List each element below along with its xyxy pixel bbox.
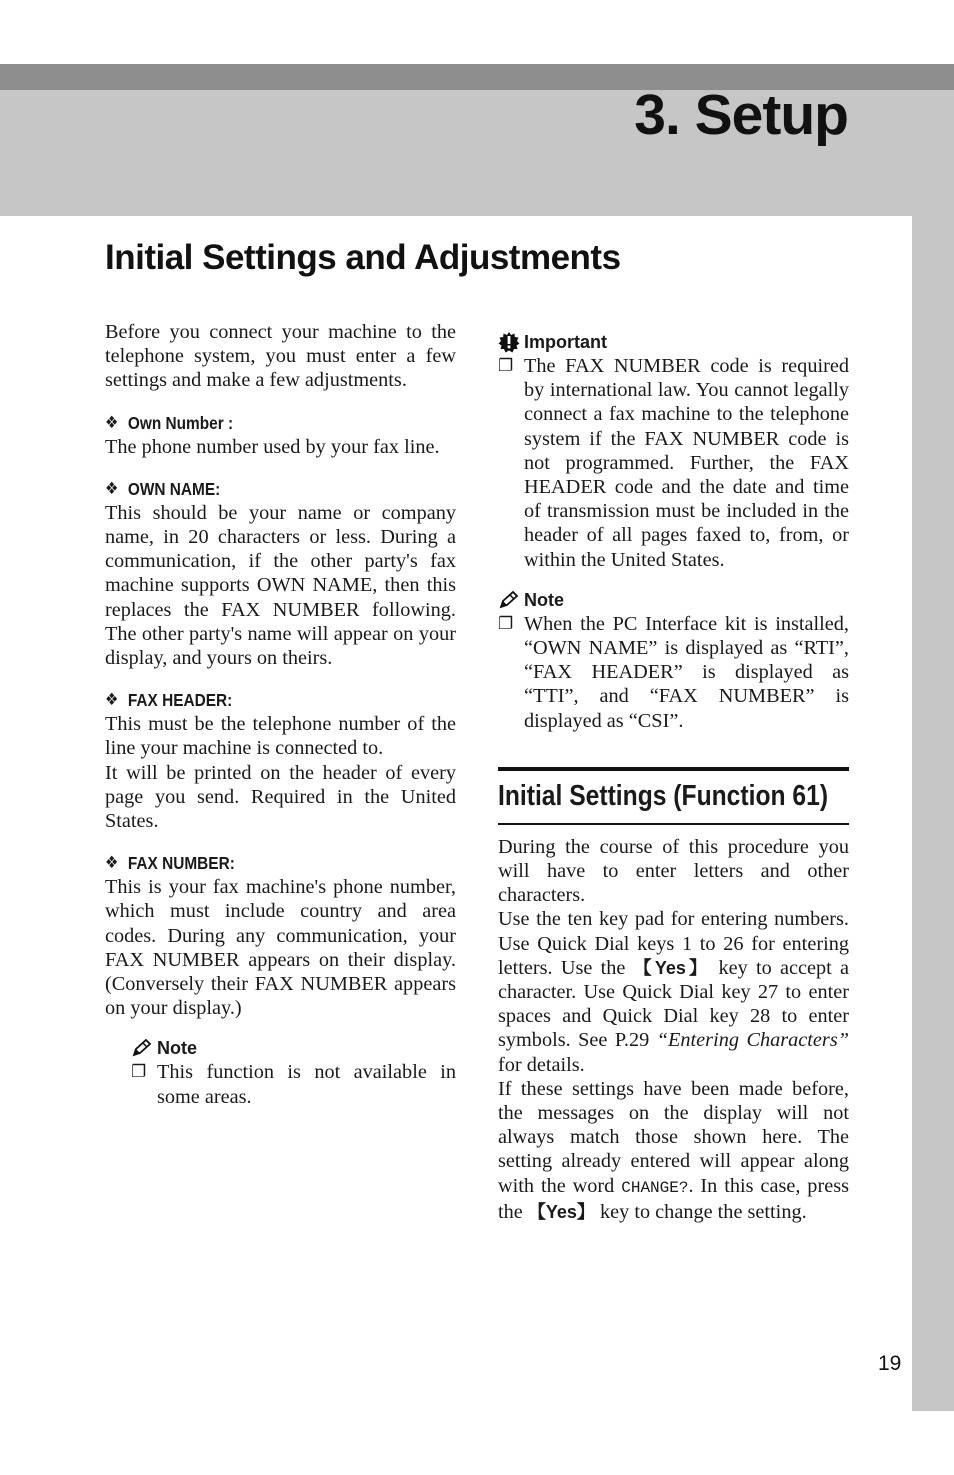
- important-text: The FAX NUMBER code is required by international law. You cannot legally connect a fax machine to the telephone system if the FAX NUMBER code is not programmed. Further, the FAX HEADER code and the date and time of transmission must be included in the header of all pages faxed to, from, or within the United States.: [524, 355, 849, 571]
- right-note: [498, 588, 849, 733]
- definition-term: Own Number :: [127, 412, 234, 433]
- definition-fax-number: [105, 851, 456, 1020]
- checkbox-bullet-icon: ❐: [498, 356, 514, 375]
- chapter-title: 3. Setup: [634, 83, 848, 147]
- checkbox-bullet-icon: ❐: [131, 1062, 147, 1082]
- section-title: Initial Settings and Adjustments: [105, 238, 621, 277]
- text-run: key to change the setting.: [594, 1200, 807, 1223]
- definition-term: FAX HEADER:: [127, 690, 233, 711]
- note-heading: Note: [524, 589, 564, 610]
- subsection-paragraph-1: During the course of this procedure you will have to enter letters and other characters.: [498, 835, 849, 907]
- definition-body: The phone number used by your fax line.: [105, 435, 440, 458]
- definition-body: This should be your name or company name, in 20 characters or less. During a communication, if the other party's fax machine supports OWN NAME, then this replaces the FAX NUMBER following. The other party's name will appear on your display, and yours on theirs.: [105, 501, 456, 670]
- diamond-bullet-icon: ❖: [105, 853, 119, 873]
- text-run: key to accept a character. Use Quick Dial key 27 to enter spaces and Quick Dial key 28 to enter symbols. See P.29: [498, 956, 849, 1052]
- note-item: [131, 1060, 456, 1108]
- important-icon: [498, 331, 520, 353]
- definition-body-continued: It will be printed on the header of every page you send. Required in the United States.: [105, 761, 456, 833]
- important-item: [498, 354, 849, 572]
- note-heading: Note: [157, 1038, 197, 1059]
- left-column: [105, 320, 456, 1109]
- checkbox-bullet-icon: ❐: [498, 613, 514, 633]
- diamond-bullet-icon: ❖: [105, 478, 119, 498]
- cross-reference: “Entering Characters”: [656, 1029, 849, 1052]
- page-number: 19: [878, 1352, 902, 1375]
- definition-own-name: [105, 477, 456, 670]
- definition-body: This is your fax machine's phone number, which must include country and area codes. During any communication, your FAX NUMBER appears on their display. (Conversely their FAX NUMBER appears on your display.): [105, 876, 456, 1020]
- note-text: When the PC Interface kit is installed, “OWN NAME” is displayed as “RTI”, “FAX HEADER” is displayed as “TTI”, and “FAX NUMBER” is displayed as “CSI”.: [524, 612, 849, 732]
- text-run: for details.: [498, 1053, 585, 1076]
- left-note: [131, 1036, 456, 1108]
- intro-paragraph: Before you connect your machine to the telephone system, you must enter a few settings and make a few adjustments.: [105, 321, 456, 392]
- right-column: [498, 330, 849, 1224]
- text-run: If these settings have been made before, the messages on the display will not always match those shown here. The setting already entered will appear along with the word: [498, 1077, 849, 1197]
- subsection-paragraph-3: [498, 1077, 849, 1224]
- subsection-paragraph-2: [498, 907, 849, 1076]
- subsection-header: [498, 767, 849, 825]
- definition-fax-header: [105, 688, 456, 833]
- chapter-thumb-tab: [912, 216, 954, 1411]
- yes-key-label: 【Yes】: [527, 1201, 595, 1222]
- display-word: CHANGE?: [621, 1178, 689, 1197]
- text-run: Use the ten key pad for entering numbers. Use Quick Dial keys 1 to 26 for entering letters. Use the: [498, 908, 849, 979]
- subsection-title: Initial Settings (Function 61): [498, 779, 829, 812]
- pencil-icon: [498, 590, 520, 610]
- note-item: [498, 612, 849, 733]
- pencil-icon: [131, 1038, 153, 1058]
- note-text: This function is not available in some areas.: [157, 1061, 456, 1108]
- definition-term: OWN NAME:: [127, 478, 221, 499]
- definition-body: This must be the telephone number of the line your machine is connected to.: [105, 713, 456, 760]
- text-run: . In this case, press the: [498, 1174, 849, 1223]
- definition-term: FAX NUMBER:: [127, 853, 235, 874]
- important-heading: Important: [524, 332, 607, 352]
- definition-own-number: [105, 411, 456, 459]
- yes-key-label: 【Yes】: [633, 957, 711, 978]
- diamond-bullet-icon: ❖: [105, 690, 119, 710]
- diamond-bullet-icon: ❖: [105, 412, 119, 432]
- important-box: [498, 330, 849, 572]
